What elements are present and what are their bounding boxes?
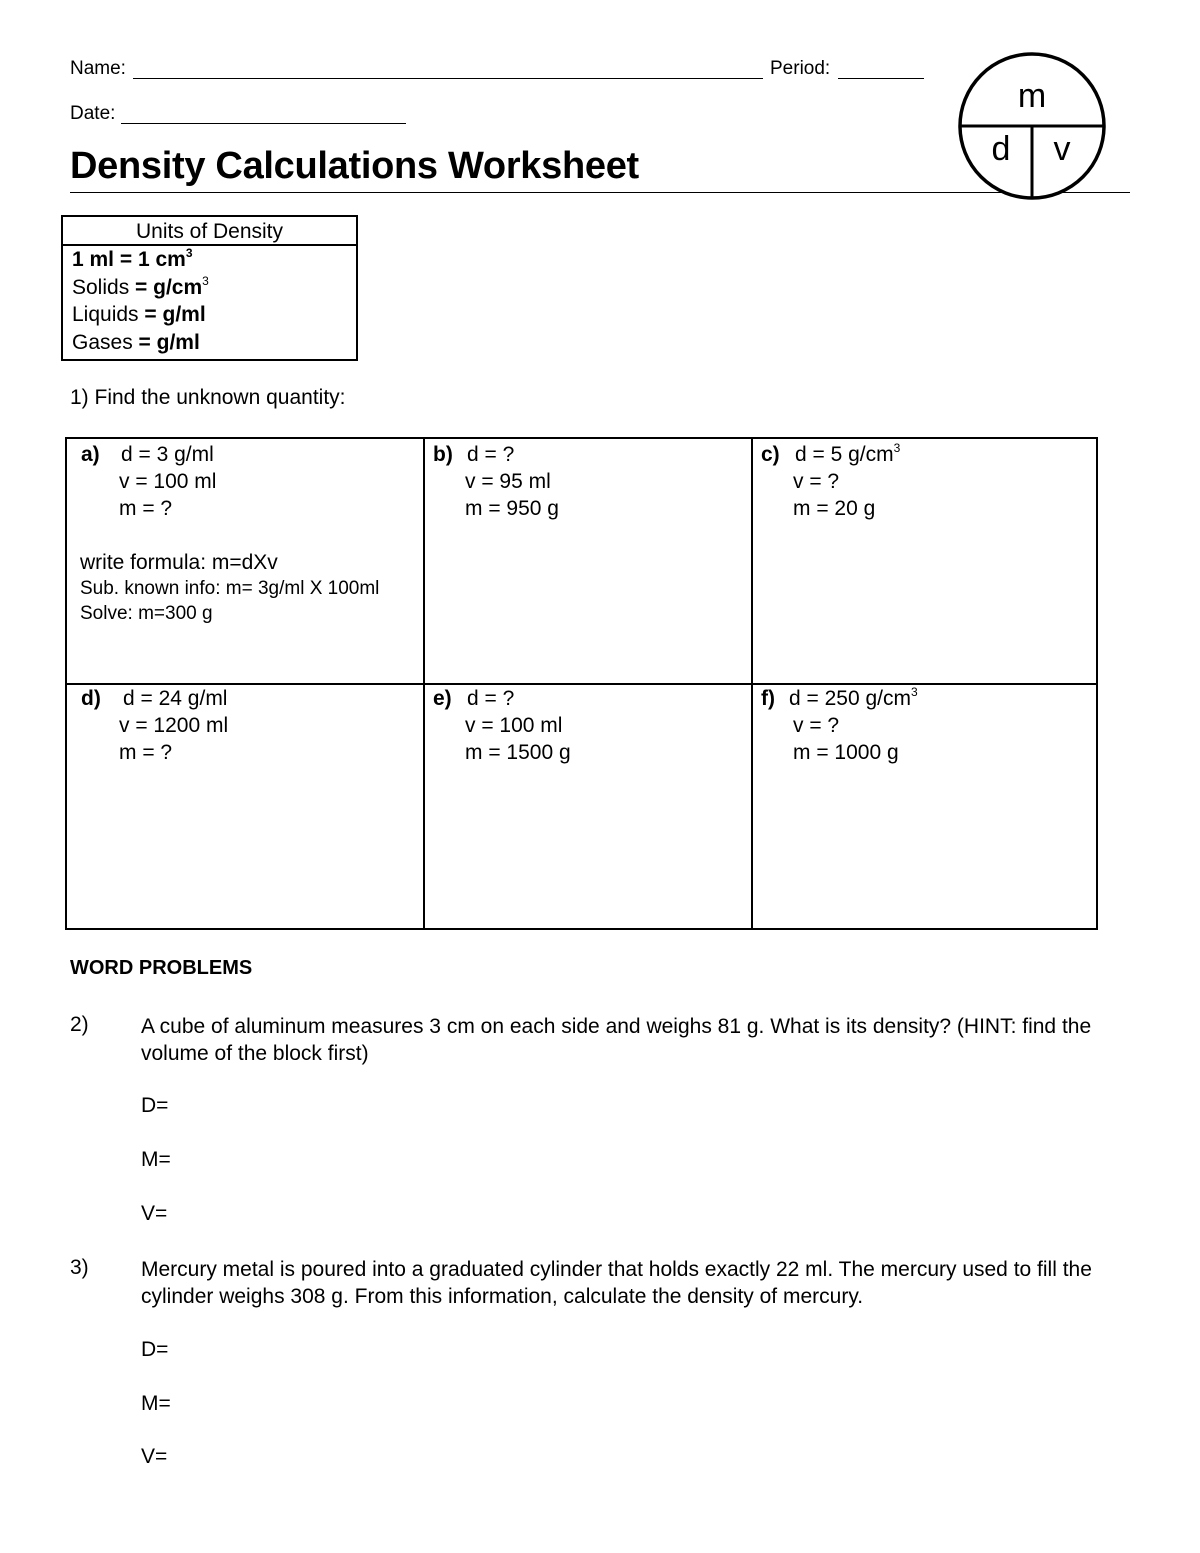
logo-m: m xyxy=(1017,77,1047,115)
date-label: Date: xyxy=(70,103,116,124)
logo-d: d xyxy=(991,130,1011,168)
density-triangle-logo xyxy=(955,50,1110,205)
page-title: Density Calculations Worksheet xyxy=(70,145,639,187)
problem-cell-a[interactable]: a) d = 3 g/ml v = 100 ml m = ? write formula: m=dXv Sub. known info: m= 3g/ml X 100ml Solve: m=300 g xyxy=(80,443,380,624)
problem-cell-d[interactable]: d) d = 24 g/ml v = 1200 ml m = ? xyxy=(81,687,229,764)
problem-2-density-field[interactable]: D= xyxy=(141,1094,169,1117)
problem-grid xyxy=(65,437,1098,930)
problem-3-volume-field[interactable]: V= xyxy=(141,1445,168,1468)
problem-3-density-field[interactable]: D= xyxy=(141,1338,169,1361)
question-1-prompt: 1) Find the unknown quantity: xyxy=(70,386,346,409)
units-heading: Units of Density xyxy=(63,217,356,246)
word-problems-heading: WORD PROBLEMS xyxy=(70,957,253,979)
problem-2-mass-field[interactable]: M= xyxy=(141,1148,171,1171)
period-label: Period: xyxy=(770,58,831,79)
problem-2-number: 2) xyxy=(70,1013,89,1036)
logo-v: v xyxy=(1053,130,1071,168)
problem-cell-f[interactable]: f) d = 250 $g/cm^3$ v = ? m = 1000 g xyxy=(761,685,918,764)
problem-cell-c[interactable]: c) d = 5 $g/cm^3$ v = ? m = 20 g xyxy=(761,441,901,520)
units-row-solids: Solids = $g/cm^3$ xyxy=(72,273,209,299)
work-solve: Solve: m=300 g xyxy=(80,603,213,624)
work-formula: write formula: m=dXv xyxy=(80,551,278,574)
units-row-ml: 1 ml = 1 $cm^3$ xyxy=(72,246,193,271)
problem-cell-e[interactable]: e) d = ? v = 100 ml m = 1500 g xyxy=(433,687,571,764)
problem-3-text: Mercury metal is poured into a graduated cylinder that holds exactly 22 ml. The mercury used to fill the cylinder weighs 308 g. From this information, calculate the density of mercury. xyxy=(141,1258,1092,1308)
problem-2-text: A cube of aluminum measures 3 cm on each side and weighs 81 g. What is its density? (HINT: find the volume of the block first) xyxy=(141,1015,1092,1065)
problem-3-mass-field[interactable]: M= xyxy=(141,1392,171,1415)
problem-3-number: 3) xyxy=(70,1256,89,1279)
name-label: Name: xyxy=(70,58,126,79)
name-field[interactable] xyxy=(133,78,763,79)
units-row-gases: Gases = g/ml xyxy=(72,330,200,354)
problem-cell-b[interactable]: b) d = ? v = 95 ml m = 950 g xyxy=(433,443,559,520)
problem-2-volume-field[interactable]: V= xyxy=(141,1202,168,1225)
units-row-liquids: Liquids = g/ml xyxy=(72,303,206,326)
period-field[interactable] xyxy=(838,78,924,79)
work-substitute: Sub. known info: m= 3g/ml X 100ml xyxy=(80,578,380,599)
units-of-density-box xyxy=(61,215,358,361)
date-field[interactable] xyxy=(121,123,406,124)
